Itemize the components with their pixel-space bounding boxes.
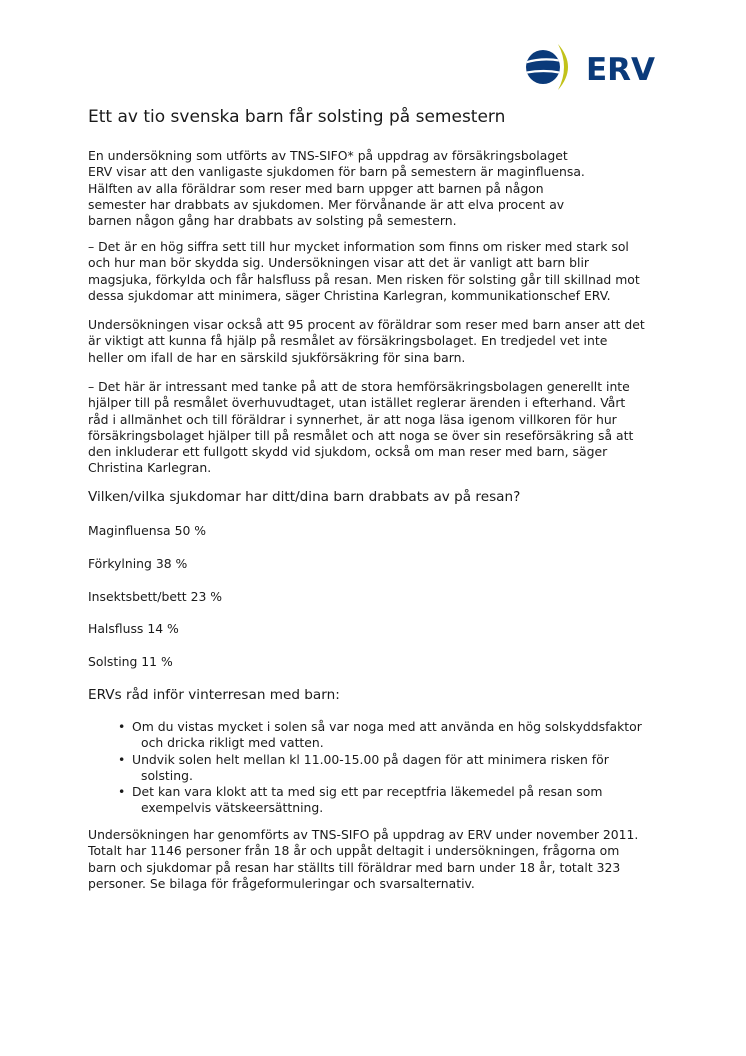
paragraph-quote-2 [88,379,633,477]
text-line: Undersökningen visar också att 95 procent av föräldrar som reser med barn anser att det [88,317,645,332]
text-line: barn och sjukdomar på resan har ställts till föräldrar med barn under 18 år, totalt 323 [88,859,621,875]
text-line: är viktigt att kunna få hjälp på resmålet av försäkringsbolaget. En tredjedel vet inte [88,333,608,349]
text-line: och dricka rikligt med vatten. [141,735,324,751]
text-line: solsting. [141,767,193,783]
paragraph-survey [88,317,645,366]
text-line: Undvik solen helt mellan kl 11.00-15.00 på dagen för att minimera risken för [132,751,609,767]
erv-logo [522,42,662,92]
paragraph-intro [88,148,585,229]
text-line: och hur man bör skydda sig. Undersökningen visar att det är vanligt att barn blir [88,255,589,271]
text-line: Hälften av alla föräldrar som reser med barn uppger att barnen på någon [88,180,544,196]
bullet-icon: • [118,784,126,800]
text-line: hjälper till på resmålet överhuvudtaget, utan istället reglerar ärenden i efterhand. Vårt [88,395,626,411]
text-line: Om du vistas mycket i solen så var noga med att använda en hög solskyddsfaktor [132,719,642,734]
page-title: Ett av tio svenska barn får solsting på semestern [88,107,506,127]
paragraph-quote-1 [88,239,640,304]
text-line: – Det är en hög siffra sett till hur mycket information som finns om risker med stark sol [88,239,629,254]
stat-item: Maginfluensa 50 % [88,523,207,538]
text-line: semester har drabbats av sjukdomen. Mer förvånande är att elva procent av [88,196,565,212]
text-line: ERV visar att den vanligaste sjukdomen för barn på semestern är maginfluensa. [88,164,585,180]
text-line: Totalt har 1146 personer från 18 år och uppåt deltagit i undersökningen, frågorna om [88,843,620,859]
advice-heading: ERVs råd inför vinterresan med barn: [88,687,340,703]
text-line: magsjuka, förkylda och får halsfluss på resan. Men risken för solsting går till skillnad mot [88,271,640,287]
text-line: Undersökningen har genomförts av TNS-SIFO på uppdrag av ERV under november 2011. [88,827,639,842]
bullet-icon: • [118,751,126,767]
stat-item: Förkylning 38 % [88,556,188,571]
advice-list [118,719,642,817]
text-line: råd i allmänhet och till föräldrar i synnerhet, är att noga läsa igenom villkoren för hur [88,411,617,427]
paragraph-closing [88,827,638,892]
text-line: den inkluderar ett fullgott skydd vid sjukdom, också om man reser med barn, säger [88,444,608,460]
question-heading: Vilken/vilka sjukdomar har ditt/dina barn drabbats av på resan? [88,489,521,505]
advice-item [118,719,642,752]
text-line: En undersökning som utförts av TNS-SIFO* på uppdrag av försäkringsbolaget [88,148,568,163]
text-line: Christina Karlegran. [88,460,212,476]
stat-item: Solsting 11 % [88,654,173,669]
stat-item: Halsfluss 14 % [88,621,179,636]
bullet-icon: • [118,719,126,734]
text-line: personer. Se bilaga för frågeformuleringar och svarsalternativ. [88,875,475,891]
stat-item: Insektsbett/bett 23 % [88,589,223,604]
svg-text:ERV: ERV [586,52,656,88]
text-line: heller om ifall de har en särskild sjukförsäkring för sina barn. [88,349,466,365]
advice-item [118,784,642,817]
text-line: försäkringsbolaget hjälper till på resmålet och att noga se över sin reseförsäkring så att [88,427,634,443]
text-line: barnen någon gång har drabbats av solsting på semestern. [88,213,457,229]
text-line: – Det här är intressant med tanke på att de stora hemförsäkringsbolagen generellt inte [88,379,630,394]
globe-icon [522,42,662,92]
text-line: Det kan vara klokt att ta med sig ett par receptfria läkemedel på resan som [132,784,603,800]
advice-item [118,752,642,785]
text-line: dessa sjukdomar att minimera, säger Christina Karlegran, kommunikationschef ERV. [88,287,611,303]
text-line: exempelvis vätskeersättning. [141,800,324,816]
